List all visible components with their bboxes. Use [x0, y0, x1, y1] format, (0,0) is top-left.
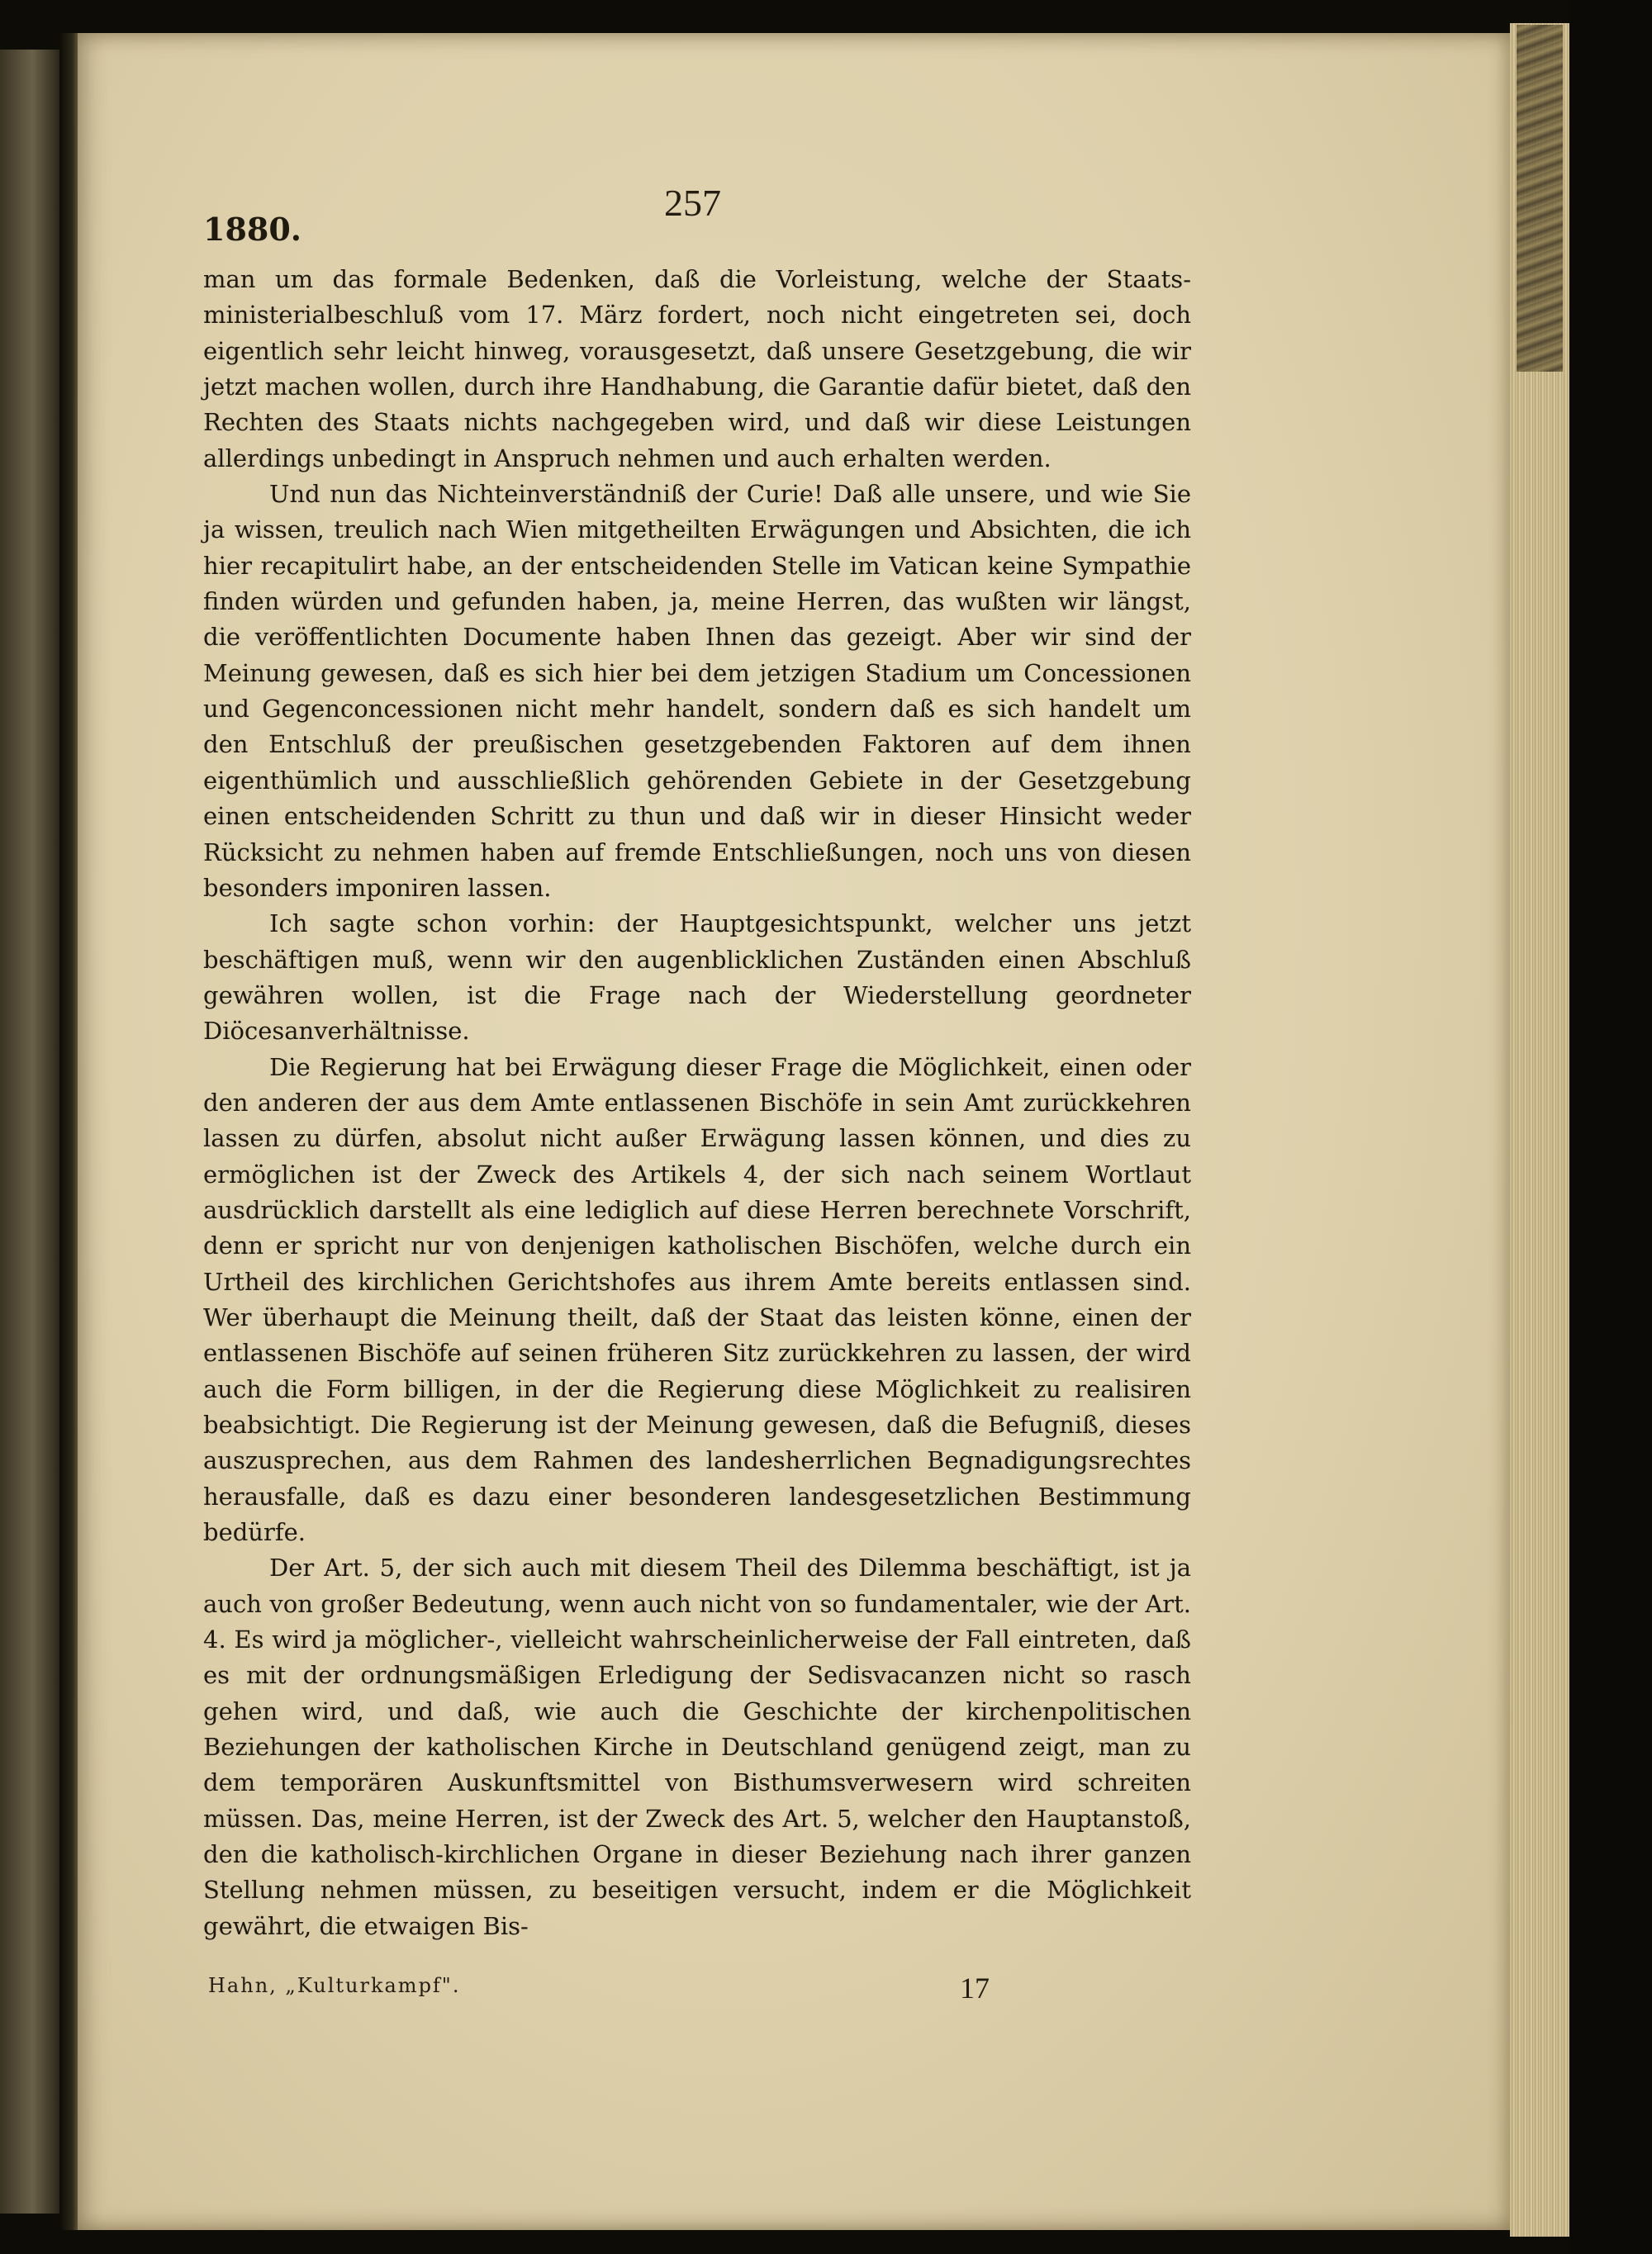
footer-signature: Hahn, „Kulturkampf". [208, 1974, 461, 1997]
book-gutter [59, 33, 78, 2230]
page-footer [203, 1971, 1191, 2012]
paragraph-3: Ich sagte schon vorhin: der Hauptgesichtspunkt, welcher uns jetzt beschäftigen muß, wenn wir den augenblicklichen Zuständen einen Abschluß gewähren wollen, ist die Frage nach der Wiederstellung geordneter Diöcesanverhältnisse. [203, 909, 1191, 1046]
page-header [124, 178, 1189, 248]
page-year: 1880. [203, 211, 301, 248]
paragraph-4: Die Regierung hat bei Erwägung dieser Frage die Möglichkeit, einen oder den anderen der aus dem Amte entlassenen Bischöfe in sein Amt zurückkehren lassen zu dürfen, absolut nicht außer Erwägung lassen können, und dies zu ermöglichen ist der Zweck des Artikels 4, der sich nach seinem Wortlaut ausdrücklich darstellt als eine lediglich auf diese Herren berechnete Vorschrift, denn er spricht nur von denjenigen katholischen Bischöfen, welche durch ein Urtheil des kirchlichen Gerichtshofes aus ihrem Amte bereits entlassen sind. Wer überhaupt die Meinung theilt, daß der Staat das leisten könne, einen der entlassenen Bischöfe auf seinen früheren Sitz zurückkehren zu lassen, der wird auch die Form billigen, in der die Regierung diese Möglichkeit zu realisiren beabsichtigt. Die Regierung ist der Meinung gewesen, daß die Befugniß, dieses auszusprechen, aus dem Rahmen des landesherrlichen Begnadigungsrechtes herausfalle, daß es dazu einer besonderen landesgesetzlichen Bestimmung bedürfe. [203, 1052, 1191, 1547]
previous-page-edge [0, 50, 59, 2214]
cover-edge [1569, 0, 1652, 2254]
sheet-number: 17 [960, 1972, 990, 2005]
paragraph-5: Der Art. 5, der sich auch mit diesem Theil des Dilemma beschäftigt, ist ja auch von großer Bedeutung, wenn auch nicht von so fundamentaler, wie der Art. 4. Es wird ja möglicher-, vielleicht wahrscheinlicherweise der Fall eintreten, daß es mit der ordnungsmäßigen Erledigung der Sedisvacanzen nicht so rasch gehen wird, und daß, wie auch die Geschichte der kirchenpolitischen Beziehungen der katholischen Kirche in Deutschland genügend zeigt, man zu dem temporären Auskunftsmittel von Bisthumsverwesern wird schreiten müssen. Das, meine Herren, ist der Zweck des Art. 5, welcher den Hauptanstoß, den die katholisch-kirchlichen Organe in dieser Beziehung nach ihrer ganzen Stellung nehmen müssen, zu beseitigen versucht, indem er die Möglichkeit gewährt, die etwaigen Bis- [203, 1554, 1191, 1940]
paragraph-1: man um das formale Bedenken, daß die Vorleistung, welche der Staats-ministerialbeschluß vom 17. März fordert, noch nicht eingetreten sei, doch eigentlich sehr leicht hinweg, vorausgesetzt, daß unsere Gesetzgebung, die wir jetzt machen wollen, durch ihre Handhabung, die Garantie dafür bietet, daß den Rechten des Staats nichts nachgegeben wird, und daß wir diese Leistungen allerdings unbedingt in Anspruch nehmen und auch erhalten werden. [203, 265, 1191, 472]
page-number: 257 [664, 182, 721, 224]
body-text [203, 262, 1191, 1944]
paragraph-2: Und nun das Nichteinverständniß der Curie! Daß alle unsere, und wie Sie ja wissen, treulich nach Wien mitgetheilten Erwägungen und Absichten, die ich hier recapitulirt habe, an der entscheidenden Stelle im Vatican keine Sympathie finden würden und gefunden haben, ja, meine Herren, das wußten wir längst, die veröffentlichten Documente haben Ihnen das gezeigt. Aber wir sind der Meinung gewesen, daß es sich hier bei dem jetzigen Stadium um Concessionen und Gegenconcessionen nicht mehr handelt, sondern daß es sich handelt um den Entschluß der preußischen gesetzgebenden Faktoren auf dem ihnen eigenthümlich und ausschließlich gehörenden Gebiete in der Gesetzgebung einen entscheidenden Schritt zu thun und daß wir in dieser Hinsicht weder Rücksicht zu nehmen haben auf fremde Entschließungen, noch uns von diesen besonders imponiren lassen. [203, 480, 1191, 902]
marbled-cover-edge [1517, 25, 1563, 372]
